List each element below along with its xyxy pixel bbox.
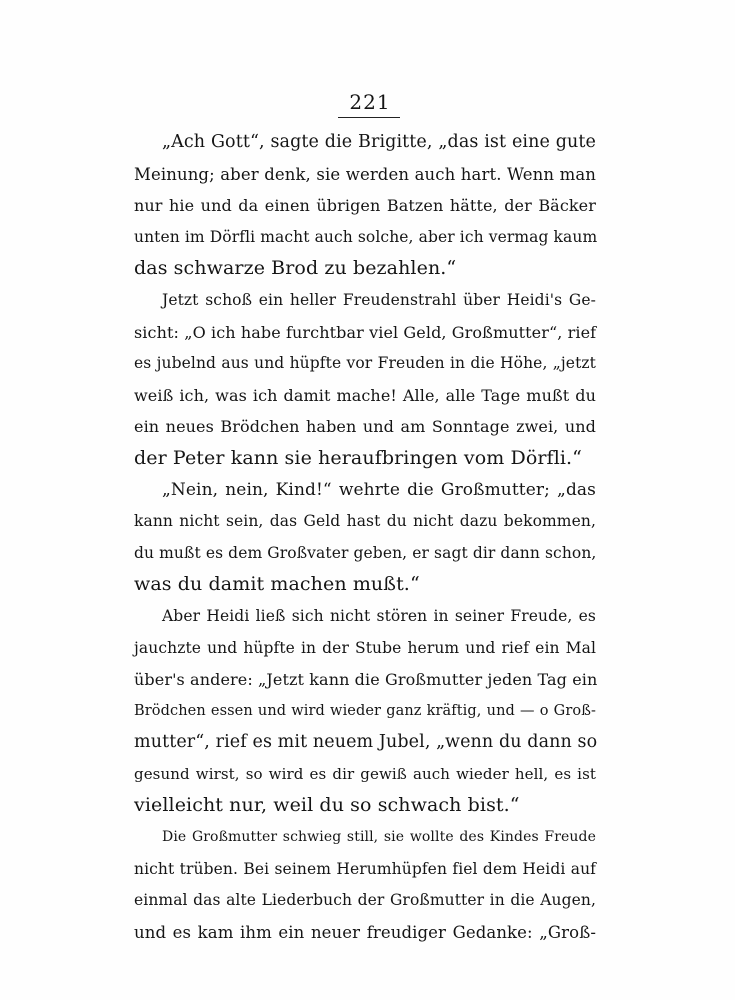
text-line: einmal das alte Liederbuch der Großmutter in die Augen,: [134, 891, 596, 910]
text-line: nicht trüben. Bei seinem Herumhüpfen fiel dem Heidi auf: [134, 859, 596, 878]
text-line: sicht: „O ich habe furchtbar viel Geld, Großmutter“, rief: [134, 322, 597, 342]
text-line: das schwarze Brod zu bezahlen.“: [134, 257, 457, 280]
text-line: „Nein, nein, Kind!“ wehrte die Großmutter; „das: [162, 479, 596, 500]
text-line: es jubelnd aus und hüpfte vor Freuden in die Höhe, „jetzt: [134, 354, 596, 373]
text-line: Jetzt schoß ein heller Freudenstrahl über Heidi's Ge-: [162, 290, 596, 309]
text-line: was du damit machen mußt.“: [134, 573, 420, 596]
text-line: gesund wirst, so wird es dir gewiß auch wieder hell, es ist: [134, 764, 596, 783]
text-line: Aber Heidi ließ sich nicht stören in seiner Freude, es: [162, 606, 596, 625]
text-line: vielleicht nur, weil du so schwach bist.“: [134, 794, 520, 817]
text-line: kann nicht sein, das Geld hast du nicht dazu bekommen,: [134, 512, 596, 531]
text-line: nur hie und da einen übrigen Batzen hätte, der Bäcker: [134, 196, 596, 216]
text-line: unten im Dörfli macht auch solche, aber ich vermag kaum: [134, 227, 598, 246]
text-line: du mußt es dem Großvater geben, er sagt dir dann schon,: [134, 543, 597, 562]
text-line: Meinung; aber denk, sie werden auch hart. Wenn man: [134, 164, 596, 184]
page-number: 221: [349, 90, 391, 114]
text-line: weiß ich, was ich damit mache! Alle, alle Tage mußt du: [134, 385, 596, 405]
body-text: [134, 127, 596, 948]
text-line: der Peter kann sie heraufbringen vom Dörfli.“: [134, 446, 582, 469]
page-number-rule: [338, 117, 400, 118]
text-line: über's andere: „Jetzt kann die Großmutter jeden Tag ein: [134, 670, 598, 690]
text-line: und es kam ihm ein neuer freudiger Gedanke: „Groß-: [134, 922, 596, 942]
text-line: Die Großmutter schwieg still, sie wollte des Kindes Freude: [162, 829, 596, 846]
text-line: Brödchen essen und wird wieder ganz kräftig, und — o Groß-: [134, 702, 596, 719]
text-line: ein neues Brödchen haben und am Sonntage zwei, und: [134, 417, 596, 437]
text-line: jauchzte und hüpfte in der Stube herum und rief ein Mal: [134, 638, 596, 657]
text-line: „Ach Gott“, sagte die Brigitte, „das ist eine gute: [162, 132, 596, 152]
text-line: mutter“, rief es mit neuem Jubel, „wenn du dann so: [134, 732, 598, 753]
